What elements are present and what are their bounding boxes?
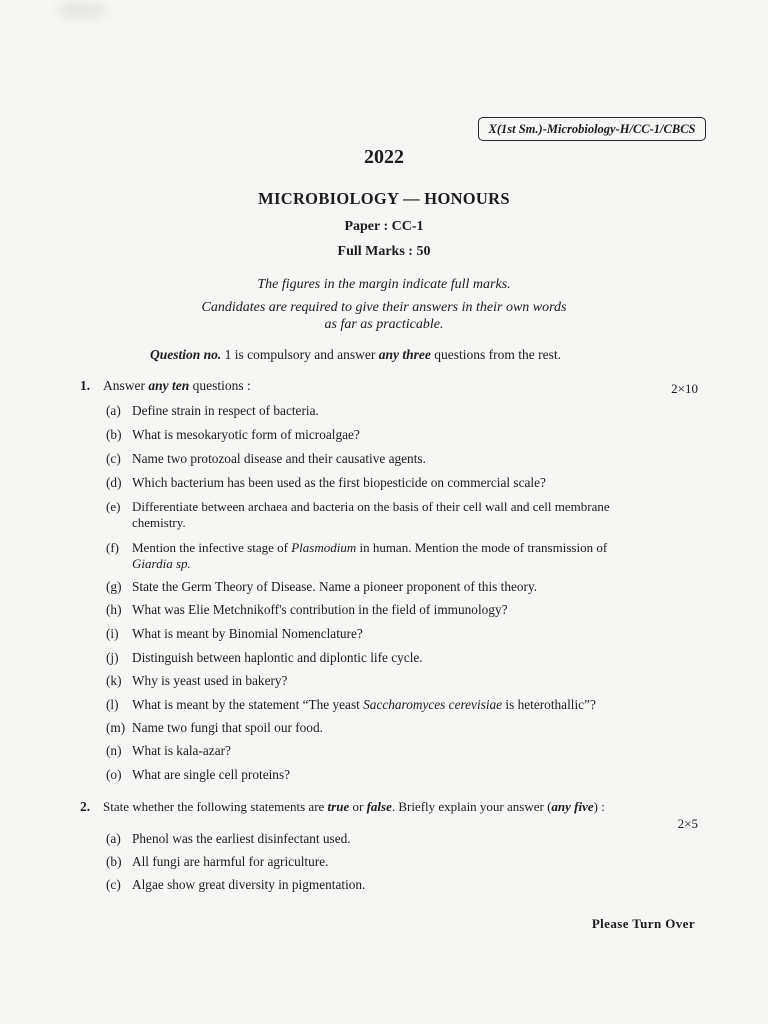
item-text-continued: Giardia sp. — [132, 556, 191, 571]
item-text: Name two protozoal disease and their causative agents. — [132, 451, 426, 466]
item-text: Phenol was the earliest disinfectant used. — [132, 831, 351, 846]
item-label: (m) — [106, 720, 126, 735]
item-text-rest: is heterothallic”? — [502, 697, 596, 712]
item-text: Why is yeast used in bakery? — [132, 673, 288, 688]
q2-emph: any five — [551, 799, 594, 814]
q1-item-f — [106, 540, 704, 572]
subject-title: MICROBIOLOGY — HONOURS — [258, 189, 510, 208]
q1-emph: any ten — [148, 378, 190, 393]
q1-item-k — [106, 673, 704, 689]
item-text: Which bacterium has been used as the first biopesticide on commercial scale? — [132, 475, 546, 490]
item-text: Name two fungi that spoil our food. — [132, 720, 323, 735]
q1-item-n — [106, 743, 704, 759]
item-label: (g) — [106, 579, 122, 594]
item-label: (c) — [106, 451, 121, 466]
q1-item-e — [106, 499, 704, 531]
item-text: What is kala-azar? — [132, 743, 231, 758]
instruction-practicable: as far as practicable. — [324, 317, 444, 332]
item-label: (a) — [106, 403, 121, 418]
q2-or: or — [349, 799, 367, 814]
rule-num: 1 is compulsory and answer — [221, 347, 379, 362]
q1-item-b — [106, 427, 704, 443]
q1-item-o — [106, 767, 704, 783]
item-text: What are single cell proteins? — [132, 767, 291, 782]
item-label: (o) — [106, 767, 122, 782]
q1-item-a — [106, 403, 704, 419]
q1-item-g — [106, 579, 704, 595]
item-text: Differentiate between archaea and bacteria on the basis of their cell wall and cell membrane — [132, 499, 610, 514]
question-1-marks: 2×10 — [671, 381, 698, 396]
question-1-text — [103, 378, 251, 394]
scan-smudge — [58, 2, 106, 18]
q2-true: true — [327, 799, 350, 814]
item-text-italic: Plasmodium — [291, 540, 357, 555]
item-text: What is meant by Binomial Nomenclature? — [132, 626, 363, 641]
item-text: What is meant by the statement “The yeast — [132, 697, 364, 712]
compulsory-rule — [150, 347, 561, 363]
item-label: (h) — [106, 602, 122, 617]
q1-prefix: Answer — [103, 378, 149, 393]
item-label: (d) — [106, 475, 122, 490]
paper-code-box: X(1st Sm.)-Microbiology-H/CC-1/CBCS — [478, 117, 706, 141]
q1-item-m — [106, 720, 704, 736]
item-text-continued: chemistry. — [132, 515, 186, 530]
item-text: All fungi are harmful for agriculture. — [132, 854, 329, 869]
q1-item-i — [106, 626, 704, 642]
rule-prefix: Question no. — [150, 347, 222, 362]
question-2-number: 2. — [80, 799, 91, 814]
q2-item-c — [106, 877, 704, 893]
item-label: (b) — [106, 427, 122, 442]
item-label: (k) — [106, 673, 122, 688]
item-label: (f) — [106, 540, 119, 555]
item-text: What was Elie Metchnikoff's contribution in the field of immunology? — [132, 602, 508, 617]
item-label: (j) — [106, 650, 119, 665]
q1-item-l — [106, 697, 704, 713]
please-turn-over: Please Turn Over — [591, 916, 695, 931]
item-text: State the Germ Theory of Disease. Name a pioneer proponent of this theory. — [132, 579, 538, 594]
question-2-marks: 2×5 — [677, 816, 698, 831]
item-label: (c) — [106, 877, 121, 892]
q2-prefix: State whether the following statements are — [103, 799, 328, 814]
item-label: (b) — [106, 854, 122, 869]
q2-item-b — [106, 854, 704, 870]
q2-false: false — [366, 799, 392, 814]
item-text: Mention the infective stage of — [132, 540, 292, 555]
q1-item-c — [106, 451, 704, 467]
rule-suffix: questions from the rest. — [430, 347, 561, 362]
paper-label: Paper : CC-1 — [344, 219, 424, 234]
item-text-italic: Saccharomyces cerevisiae — [363, 697, 503, 712]
question-2-text — [103, 799, 605, 815]
item-text: Algae show great diversity in pigmentation. — [132, 877, 366, 892]
rule-emph: any three — [378, 347, 431, 362]
item-label: (i) — [106, 626, 119, 641]
q1-item-j — [106, 650, 704, 666]
exam-year: 2022 — [364, 146, 404, 168]
instruction-margin: The figures in the margin indicate full marks. — [257, 277, 511, 292]
item-text: What is mesokaryotic form of microalgae? — [132, 427, 360, 442]
full-marks: Full Marks : 50 — [337, 244, 431, 259]
q1-item-d — [106, 475, 704, 491]
q2-mid: . Briefly explain your answer ( — [391, 799, 552, 814]
item-label: (a) — [106, 831, 121, 846]
q2-item-a — [106, 831, 704, 847]
instruction-own-words: Candidates are required to give their answers in their own words — [201, 300, 567, 315]
q1-suffix: questions : — [189, 378, 251, 393]
item-text-rest: in human. Mention the mode of transmission of — [356, 540, 608, 555]
question-1-number: 1. — [80, 378, 91, 393]
item-text: Define strain in respect of bacteria. — [132, 403, 319, 418]
item-label: (l) — [106, 697, 119, 712]
item-label: (e) — [106, 499, 121, 514]
item-label: (n) — [106, 743, 122, 758]
q1-item-h — [106, 602, 704, 618]
q2-suffix: ) : — [593, 799, 605, 814]
item-text: Distinguish between haplontic and diplontic life cycle. — [132, 650, 423, 665]
